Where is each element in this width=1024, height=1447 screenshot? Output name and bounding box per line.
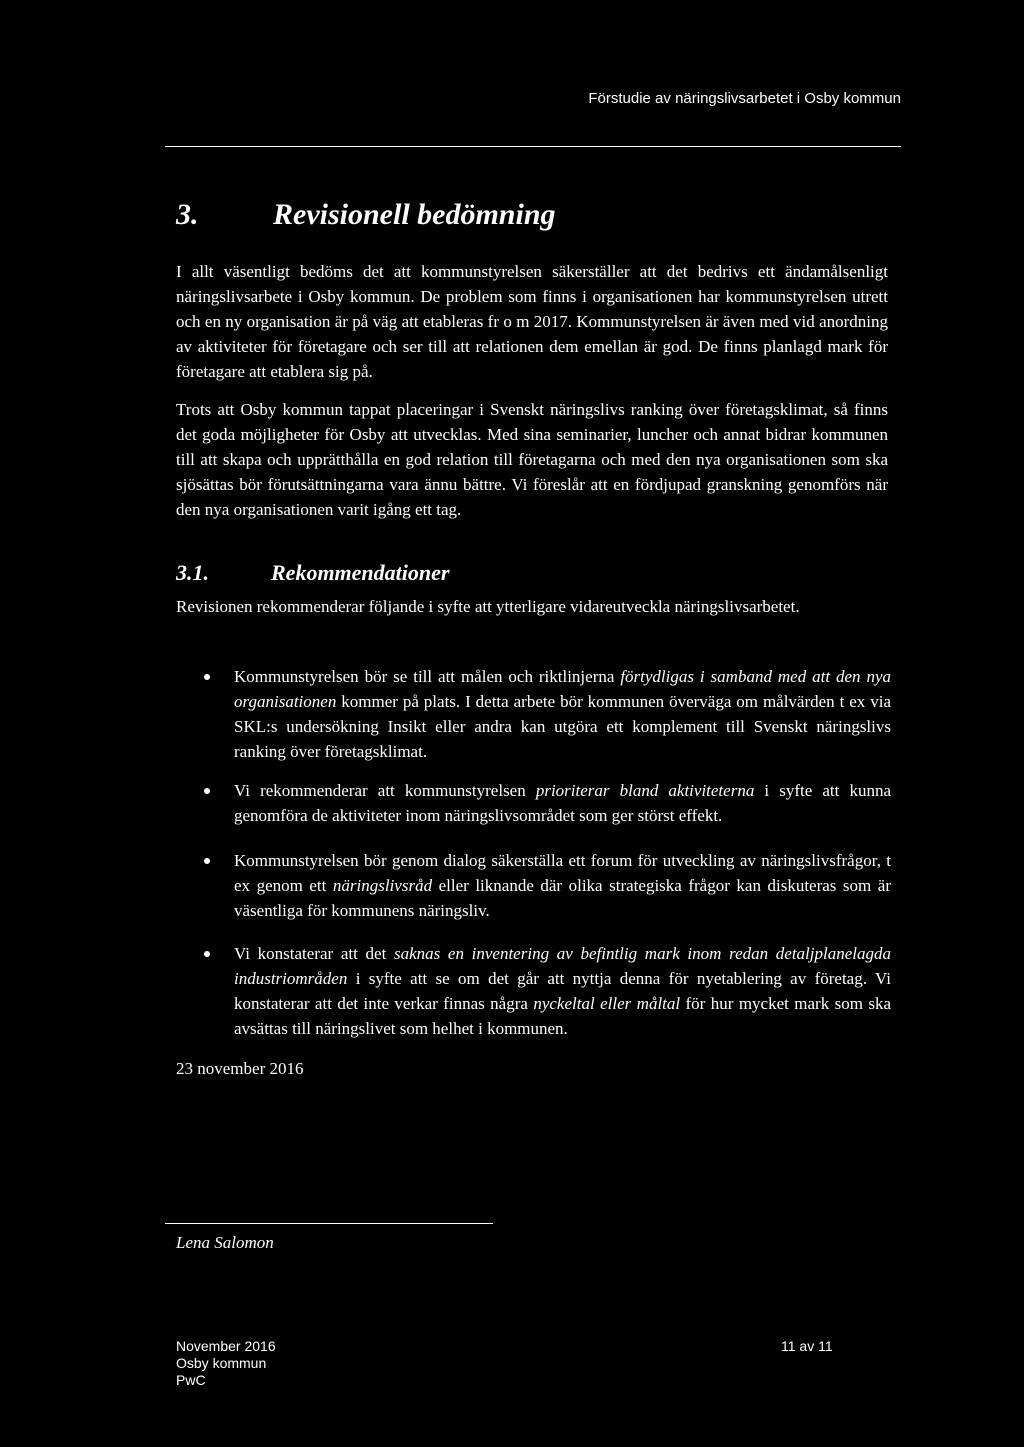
page-number: 11 av 11 bbox=[781, 1338, 833, 1354]
list-item bbox=[176, 848, 891, 923]
recommendation-text: Vi konstaterar att det saknas en inventering av befintlig mark inom redan detaljplanelagda industriområden i syfte att se om det går att nyttja denna för nyetablering av företag. Vi konstaterar att det inte verkar finnas några nyckeltal eller måltal för hur mycket mark som ska avsättas till näringslivet som helhet i kommunen. bbox=[234, 944, 892, 1038]
subsection-heading bbox=[176, 560, 449, 586]
header-divider bbox=[165, 146, 901, 147]
recommendation-text: Kommunstyrelsen bör genom dialog säkerställa ett forum för utveckling av näringslivsfrågor, t ex genom ett näringslivsråd eller liknande där olika strategiska frågor kan diskuteras som är väsentliga för kommunens näringsliv. bbox=[234, 851, 891, 920]
emphasis-text: näringslivsråd bbox=[332, 876, 433, 895]
recommendations-intro: Revisionen rekommenderar följande i syfte att ytterligare vidareutveckla näringslivsarbetet. bbox=[176, 597, 800, 616]
emphasis-text: förtydligas i samband med att den nya organisationen bbox=[234, 667, 891, 711]
assessment-paragraph-2: Trots att Osby kommun tappat placeringar i Svenskt näringslivs ranking över företagsklimat, så finns det goda möjligheter för Osby att utvecklas. Med sina seminarier, luncher och annat bidrar kommunen till att skapa och upprätthålla en god relation till företagarna och med den nya organisationen som ska sjösättas bör förutsättningarna vara ännu bättre. Vi föreslår att en fördjupad granskning genomförs när den nya organisationen varit igång ett tag. bbox=[176, 400, 888, 519]
bullet-icon bbox=[204, 674, 210, 680]
emphasis-text: saknas en inventering av befintlig mark inom redan detaljplanelagda industriområden bbox=[234, 944, 891, 988]
page-header-title: Förstudie av näringslivsarbetet i Osby kommun bbox=[588, 90, 901, 107]
page-footer bbox=[176, 1338, 276, 1389]
signature-line bbox=[165, 1223, 493, 1224]
assessment-paragraph-1: I allt väsentligt bedöms det att kommunstyrelsen säkerställer att det bedrivs ett ändamålsenligt näringslivsarbete i Osby kommun. De problem som finns i organisationen har kommunstyrelsen utrett och en ny organisation är på väg att etableras fr o m 2017. Kommunstyrelsen är även med vid anordning av aktiviteter för företagare och ser till att relationen dem emellan är god. De finns planlagd mark för företagare att etablera sig på. bbox=[176, 262, 888, 381]
bullet-icon bbox=[204, 788, 210, 794]
list-item bbox=[176, 941, 891, 1041]
section-heading bbox=[176, 198, 556, 232]
bullet-icon bbox=[204, 858, 210, 864]
bullet-icon bbox=[204, 951, 210, 957]
list-item bbox=[176, 778, 891, 828]
recommendation-text: Kommunstyrelsen bör se till att målen och riktlinjerna förtydligas i samband med att den nya organisationen kommer på plats. I detta arbete bör kommunen överväga om målvärden t ex via SKL:s undersökning Insikt eller andra kan utgöra ett komplement till Svenskt näringslivs ranking över företagsklimat. bbox=[234, 667, 891, 761]
footer-organization: Osby kommun bbox=[176, 1355, 267, 1371]
section-number: 3. bbox=[176, 198, 199, 231]
footer-company: PwC bbox=[176, 1372, 206, 1388]
emphasis-text: prioriterar bland aktiviteterna bbox=[535, 781, 755, 800]
signer-name: Lena Salomon bbox=[176, 1233, 274, 1252]
report-date: 23 november 2016 bbox=[176, 1059, 304, 1078]
section-title: Revisionell bedömning bbox=[273, 198, 556, 231]
recommendation-text: Vi rekommenderar att kommunstyrelsen prioriterar bland aktiviteterna i syfte att kunna genomföra de aktiviteter inom näringslivsområdet som ger störst effekt. bbox=[234, 781, 891, 825]
footer-date: November 2016 bbox=[176, 1338, 276, 1354]
list-item bbox=[176, 664, 891, 764]
subsection-title: Rekommendationer bbox=[271, 560, 450, 585]
subsection-number: 3.1. bbox=[176, 560, 209, 585]
emphasis-text: nyckeltal eller måltal bbox=[533, 994, 681, 1013]
